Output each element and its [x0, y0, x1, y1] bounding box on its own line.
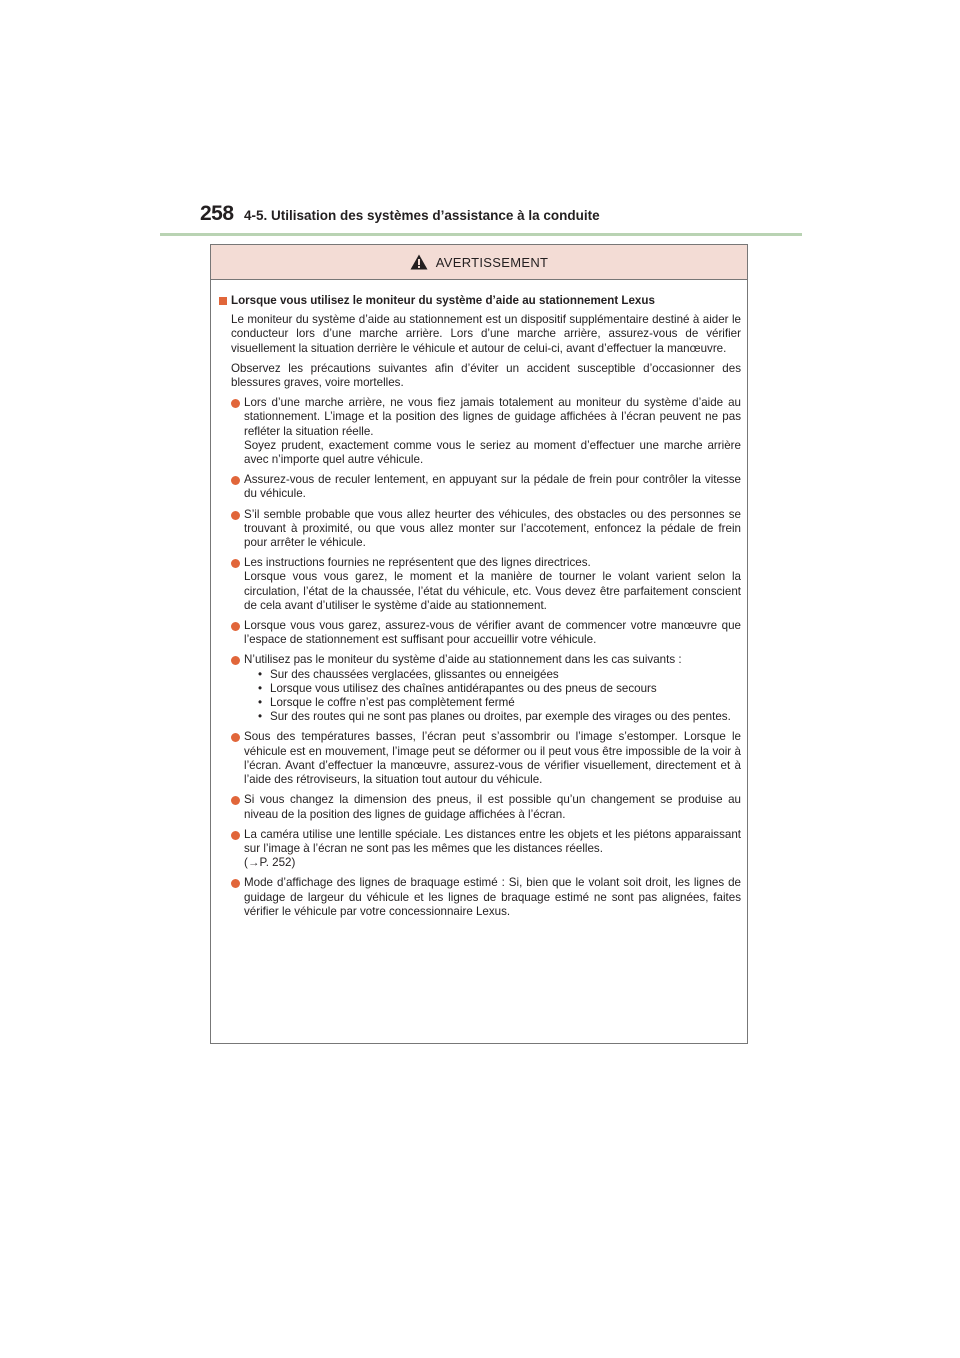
- bullet-dot-icon: [231, 511, 240, 520]
- sub-item-text: Lorsque vous utilisez des chaînes antidérapantes ou des pneus de secours: [270, 681, 657, 695]
- bullet-dot-icon: [231, 399, 240, 408]
- list-item: [231, 556, 741, 613]
- list-item: [231, 473, 741, 501]
- list-item: [231, 653, 741, 724]
- bullet-dot-icon: [231, 796, 240, 805]
- warning-box: [210, 244, 748, 1044]
- list-item: [231, 793, 741, 821]
- sub-list-item: [258, 710, 741, 724]
- sub-list-item: [258, 696, 741, 710]
- sub-bullet-mark: •: [258, 667, 263, 681]
- page-number: 258: [200, 202, 234, 225]
- sub-bullet-mark: •: [258, 681, 263, 695]
- bullet-text: S’il semble probable que vous allez heurter des véhicules, des obstacles ou des personnes se trouvant à proximité, ou que vous allez monter sur l’accotement, enfoncez la pédale de frein pour arrêter le véhicule.: [244, 507, 741, 550]
- bullet-text: Lors d’une marche arrière, ne vous fiez jamais totalement au moniteur du système d’aide au stationnement. L’image et la position des lignes de guidage affichées à l’écran peuvent ne pas refléter la situation réelle.: [244, 396, 741, 438]
- bullet-dot-icon: [231, 879, 240, 888]
- list-item: [231, 508, 741, 551]
- bullet-text: Lorsque vous vous garez, assurez-vous de vérifier avant de commencer votre manœuvre que l’espace de stationnement est suffisant pour accueillir votre véhicule.: [244, 619, 741, 647]
- bullet-text: Mode d’affichage des lignes de braquage estimé : Si, bien que le volant soit droit, les lignes de guidage de largeur du véhicule et les lignes de braquage estimé ne sont pas alignées, faites vérifier le véhicule par votre concessionnaire Lexus.: [244, 876, 741, 918]
- sub-item-text: Sur des chaussées verglacées, glissantes ou enneigées: [270, 667, 559, 681]
- page-header: [0, 0, 960, 240]
- sub-bullet-mark: •: [258, 696, 263, 710]
- sub-list-item: [258, 682, 741, 696]
- list-item: [231, 396, 741, 467]
- bullet-dot-icon: [231, 831, 240, 840]
- intro-paragraph: Observez les précautions suivantes afin d’éviter un accident susceptible d’occasionner des blessures graves, voire mortelles.: [231, 361, 741, 390]
- warning-triangle-icon: [410, 254, 428, 270]
- bullet-dot-icon: [231, 476, 240, 485]
- bullet-text: N’utilisez pas le moniteur du système d’aide au stationnement dans les cas suivants :: [244, 653, 682, 667]
- list-item: [231, 619, 741, 647]
- warning-title: AVERTISSEMENT: [435, 254, 549, 270]
- list-item: [231, 730, 741, 787]
- warning-body: [211, 280, 747, 919]
- bullet-text: Lorsque vous vous garez, le moment et la manière de tourner le volant varient selon la circulation, l’état de la chaussée, l’état du véhicule, etc. Vous devez être parfaitement conscient de cela avant d’utiliser le système d’aide au stationnement.: [244, 570, 741, 612]
- bullet-dot-icon: [231, 622, 240, 631]
- warning-topic: [219, 294, 741, 308]
- square-bullet-icon: [219, 297, 227, 305]
- sub-list-item: [258, 668, 741, 682]
- bullet-dot-icon: [231, 656, 240, 665]
- section-title: 4-5. Utilisation des systèmes d’assistance à la conduite: [244, 208, 600, 223]
- bullet-text: Assurez-vous de reculer lentement, en appuyant sur la pédale de frein pour contrôler la vitesse du véhicule.: [244, 473, 741, 501]
- sub-bullet-mark: •: [258, 710, 263, 724]
- list-item: [231, 828, 741, 871]
- bullet-dot-icon: [231, 559, 240, 568]
- bullet-text: Sous des températures basses, l’écran peut s’assombrir ou l’image s’estomper. Lorsque le véhicule est en mouvement, l’image peut se déformer ou il peut vous être impossible de la voir à l’écran. Avant d’effectuer la manœuvre, assurez-vous de vérifier visuellement, directement et à l’aide des rétroviseurs, la situation tout autour du véhicule.: [244, 730, 741, 787]
- bullet-text: Les instructions fournies ne représentent que des lignes directrices.: [244, 556, 591, 570]
- page-reference-link[interactable]: (→P. 252): [244, 856, 296, 870]
- bullet-dot-icon: [231, 733, 240, 742]
- sub-item-text: Lorsque le coffre n’est pas complètement fermé: [270, 696, 515, 710]
- bullet-text: La caméra utilise une lentille spéciale. Les distances entre les objets et les piétons apparaissant sur l’image à l’écran ne sont pas les mêmes que les distances réelles.: [244, 827, 741, 855]
- list-item: [231, 876, 741, 919]
- intro-paragraph: Le moniteur du système d’aide au stationnement est un dispositif supplémentaire destiné à aider le conducteur lors d’une marche arrière. Lors d’une marche arrière, assurez-vous de vérifier visuellement la situation derrière le véhicule et autour de celui-ci, avant d’effectuer la manœuvre.: [231, 313, 741, 355]
- bullet-text: Soyez prudent, exactement comme vous le seriez au moment d’effectuer une marche arrière avec n’importe quel autre véhicule.: [244, 438, 741, 467]
- bullet-text: Si vous changez la dimension des pneus, il est possible qu’un changement se produise au niveau de la position des lignes de guidage affichées à l’écran.: [244, 793, 741, 821]
- header-divider: [160, 233, 802, 236]
- warning-topic-text: Lorsque vous utilisez le moniteur du système d’aide au stationnement Lexus: [231, 294, 655, 307]
- sub-item-text: Sur des routes qui ne sont pas planes ou droites, par exemple des virages ou des pentes.: [270, 710, 731, 724]
- warning-header: [211, 245, 747, 280]
